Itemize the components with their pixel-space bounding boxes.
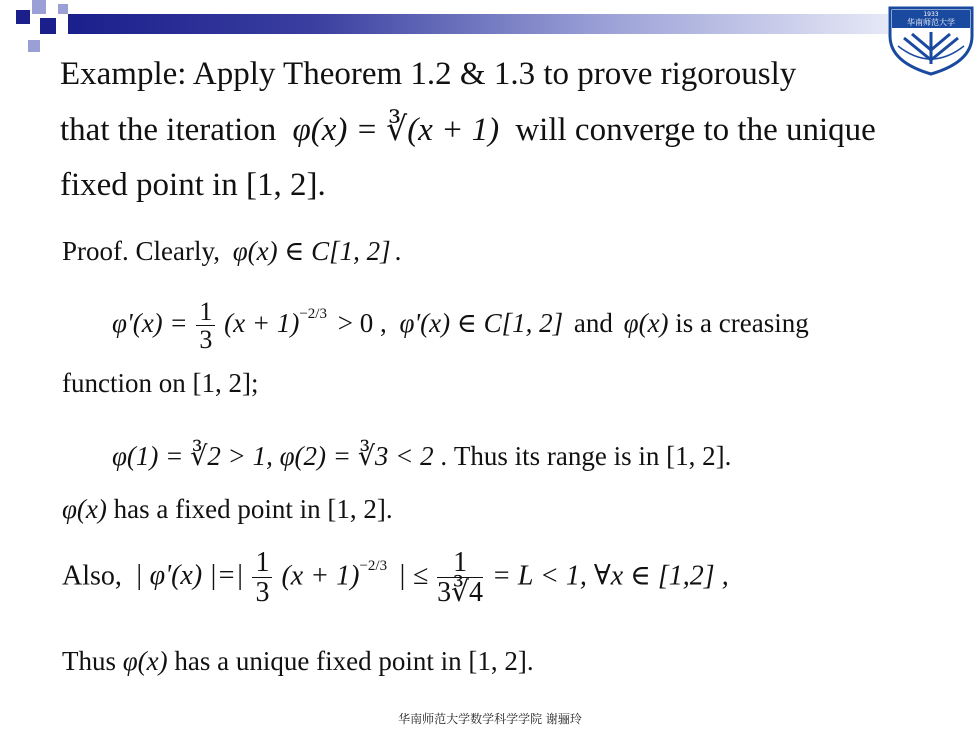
derivative-exponent: −2/3 (299, 306, 327, 322)
and-word: and (573, 308, 613, 338)
header-square-dark-1 (16, 10, 30, 24)
proof-line-3: function on [1, 2]; (62, 368, 259, 398)
range-text: . Thus its range is in [1, 2]. (440, 441, 732, 471)
lipschitz-lhs: | φ'(x) |=| (134, 560, 244, 592)
phi-symbol-3: φ(x) (122, 646, 168, 676)
lipschitz-fraction-2-numerator: 1 (437, 548, 483, 578)
header-square-light-2 (58, 4, 68, 14)
header-square-light-3 (28, 40, 40, 52)
title-phi-formula: φ(x) = ∛(x + 1) (292, 112, 500, 148)
header-square-light-1 (32, 0, 46, 14)
proof-line-1-period: . (394, 236, 402, 266)
proof-line-5 (62, 496, 393, 523)
derivative-lhs: φ'(x) = (112, 308, 188, 338)
slide-footer: 华南师范大学数学科学学院 谢骊玲 (398, 712, 582, 726)
proof-line-7 (62, 648, 534, 675)
conclusion-text: has a unique fixed point in [1, 2]. (174, 646, 534, 676)
also-word: Also, (62, 560, 122, 592)
slide-title-line-3: fixed point in [1, 2]. (60, 167, 326, 203)
university-logo (884, 2, 978, 76)
proof-line-6 (62, 548, 729, 608)
derivative-relation: > 0 , (337, 308, 387, 338)
proof-line-1 (62, 238, 401, 265)
derivative-continuity: φ'(x) ∈ C[1, 2] (399, 308, 564, 338)
fraction-denominator: 3 (199, 325, 213, 355)
fraction-numerator: 1 (196, 298, 215, 326)
slide-title-line-2 (60, 114, 876, 147)
lipschitz-fraction-1-numerator: 1 (252, 548, 272, 578)
phi-symbol-2: φ(x) (62, 494, 107, 524)
lipschitz-fraction-2-denominator: 3∛4 (437, 577, 483, 609)
creasing-text: is a creasing (675, 308, 809, 338)
derivative-base: (x + 1) (224, 308, 300, 338)
proof-line-4 (112, 443, 731, 470)
lipschitz-fraction-1-denominator: 3 (255, 577, 270, 609)
header-square-dark-2 (40, 18, 56, 34)
continuity-formula: φ(x) ∈ C[1, 2] (232, 236, 391, 266)
lipschitz-base: (x + 1) (281, 560, 360, 592)
range-formula: φ(1) = ∛2 > 1, φ(2) = ∛3 < 2 (112, 441, 434, 471)
proof-label: Proof. Clearly, (62, 236, 220, 266)
title-text-post: will converge to the unique (515, 112, 876, 148)
lipschitz-constant: = L < 1, ∀x ∈ [1,2] , (492, 560, 729, 592)
proof-line-2 (112, 298, 809, 354)
phi-symbol: φ(x) (623, 308, 669, 338)
svg-text:1933: 1933 (923, 11, 939, 18)
header-gradient-bar (68, 14, 888, 34)
svg-text:华南师范大学: 华南师范大学 (907, 18, 955, 27)
lipschitz-exponent: −2/3 (359, 558, 388, 575)
lipschitz-fraction-1 (252, 548, 272, 608)
thus-word: Thus (62, 646, 116, 676)
fixed-point-text: has a fixed point in [1, 2]. (113, 494, 393, 524)
lipschitz-fraction-2 (437, 548, 483, 608)
slide-title-line-1: Example: Apply Theorem 1.2 & 1.3 to prove rigorously (60, 56, 797, 92)
title-text-pre: that the iteration (60, 112, 277, 148)
lipschitz-le: | ≤ (398, 560, 429, 592)
derivative-fraction (196, 298, 215, 354)
